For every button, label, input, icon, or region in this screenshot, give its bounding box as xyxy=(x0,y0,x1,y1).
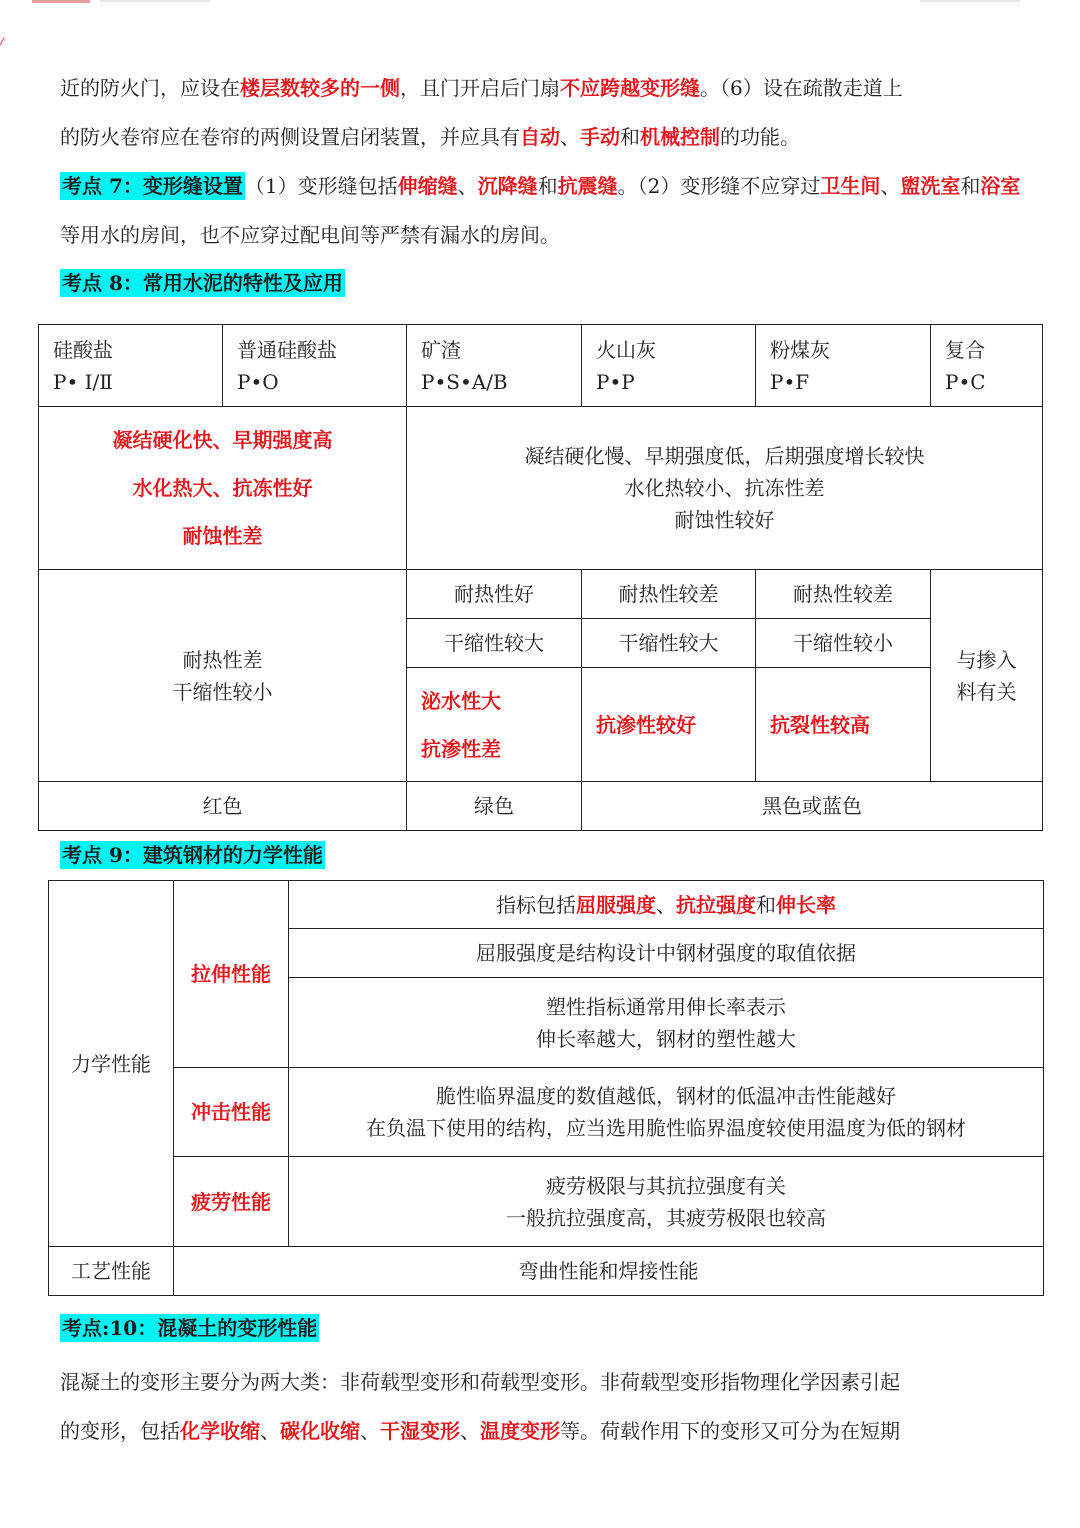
header-portland xyxy=(39,325,223,407)
composite-note xyxy=(931,570,1043,782)
highlight-text: 沉降缝 xyxy=(477,174,538,198)
property-line: 干缩性较小 xyxy=(172,679,273,704)
text: 、 xyxy=(457,174,478,198)
point-8-heading xyxy=(60,268,345,298)
top-mark-right xyxy=(920,0,1020,2)
text: 、 xyxy=(260,1419,280,1443)
yield-strength-basis: 屈服强度是结构设计中钢材强度的取值依据 xyxy=(289,929,1044,978)
cement-code: P•S•A/B xyxy=(421,369,508,394)
cement-code: P• Ⅰ/Ⅱ xyxy=(53,369,113,394)
highlight-text: 盥洗室 xyxy=(900,174,961,198)
property-line: 耐蚀性差 xyxy=(182,524,263,548)
cement-name: 复合 xyxy=(945,337,985,362)
highlight-text: 化学收缩 xyxy=(180,1419,260,1443)
property-line: 抗渗性差 xyxy=(421,736,501,761)
text: 、 xyxy=(656,892,676,917)
section-heading: 考点 9：建筑钢材的力学性能 xyxy=(62,843,323,867)
cement-name: 矿渣 xyxy=(421,337,461,362)
highlight-text: 卫生间 xyxy=(820,174,881,198)
text: 、 xyxy=(560,125,580,149)
text: 的变形，包括 xyxy=(60,1419,180,1443)
highlight-text: 楼层数较多的一侧 xyxy=(240,76,400,100)
text-line: 疲劳极限与其抗拉强度有关 xyxy=(546,1173,786,1198)
cement-name: 粉煤灰 xyxy=(770,337,830,362)
cement-code: P•F xyxy=(770,369,810,394)
highlight-text: 不应跨越变形缝 xyxy=(560,76,700,100)
steel-table xyxy=(48,880,1044,1296)
text: 近的防火门，应设在 xyxy=(60,76,240,100)
point-7-paragraph xyxy=(60,162,1040,260)
fly-ash-heat: 耐热性较差 xyxy=(756,570,931,619)
text-line: 伸长率越大，钢材的塑性越大 xyxy=(536,1026,796,1051)
highlight-text: 温度变形 xyxy=(480,1419,560,1443)
property-line: 水化热较小、抗冻性差 xyxy=(624,476,825,500)
text-line: 一般抗拉强度高，其疲劳极限也较高 xyxy=(506,1205,826,1230)
text: 、 xyxy=(360,1419,380,1443)
fatigue-description xyxy=(289,1157,1044,1247)
header-composite xyxy=(931,325,1043,407)
mechanical-properties: 力学性能 xyxy=(49,881,174,1247)
process-properties: 工艺性能 xyxy=(49,1247,174,1296)
property-line: 凝结硬化慢、早期强度低，后期强度增长较快 xyxy=(524,444,925,468)
text-line: 塑性指标通常用伸长率表示 xyxy=(546,994,786,1019)
property-line: 泌水性大 xyxy=(421,688,501,713)
text: 混凝土的变形主要分为两大类：非荷载型变形和荷载型变形。非荷载型变形指物理化学因素引起 xyxy=(60,1370,900,1394)
impact-properties: 冲击性能 xyxy=(174,1068,289,1157)
property-line: 耐热性差 xyxy=(182,647,263,672)
header-ordinary xyxy=(223,325,407,407)
point-10-heading xyxy=(60,1313,319,1343)
tensile-indicators xyxy=(289,881,1044,929)
highlight-text: 碳化收缩 xyxy=(280,1419,360,1443)
pozzolana-shrink: 干缩性较大 xyxy=(582,619,756,668)
text: 等用水的房间，也不应穿过配电间等严禁有漏水的房间。 xyxy=(60,223,560,247)
text: 和 xyxy=(537,174,558,198)
pozzolana-heat: 耐热性较差 xyxy=(582,570,756,619)
highlight-text: 手动 xyxy=(580,125,620,149)
text-line: 脆性临界温度的数值越低，钢材的低温冲击性能越好 xyxy=(436,1084,896,1108)
highlight-text: 机械控制 xyxy=(640,125,720,149)
cement-name: 普通硅酸盐 xyxy=(237,337,337,362)
portland-heat-shrink xyxy=(39,570,407,782)
section-heading: 考点 7：变形缝设置 xyxy=(62,174,243,198)
property-line: 耐蚀性较好 xyxy=(674,508,775,532)
highlight-text: 伸长率 xyxy=(776,892,836,917)
property-line: 水化热大、抗冻性好 xyxy=(132,476,313,500)
text: 。（6）设在疏散走道上 xyxy=(700,76,903,100)
highlight-text: 浴室 xyxy=(980,174,1021,198)
color-green: 绿色 xyxy=(407,782,582,831)
tensile-properties: 拉伸性能 xyxy=(174,881,289,1068)
section-heading: 考点 8：常用水泥的特性及应用 xyxy=(62,271,343,295)
text: 、 xyxy=(460,1419,480,1443)
color-red: 红色 xyxy=(39,782,407,831)
slag-special xyxy=(407,668,582,782)
cement-code: P•C xyxy=(945,369,986,394)
cement-code: P•P xyxy=(596,369,635,394)
fly-ash-shrink: 干缩性较小 xyxy=(756,619,931,668)
header-fly-ash xyxy=(756,325,931,407)
highlight-text: 抗震缝 xyxy=(557,174,618,198)
highlight-text: 抗拉强度 xyxy=(676,892,756,917)
point-9-heading xyxy=(60,840,325,870)
text: 和 xyxy=(620,125,640,149)
slag-shrink: 干缩性较大 xyxy=(407,619,582,668)
cement-name: 火山灰 xyxy=(596,337,656,362)
concrete-deformation-paragraph xyxy=(60,1358,1040,1456)
section-heading: 考点:10：混凝土的变形性能 xyxy=(62,1316,318,1340)
text: 等。荷载作用下的变形又可分为在短期 xyxy=(560,1419,900,1443)
text: 和 xyxy=(960,174,981,198)
side-edge-mark: ⁄ xyxy=(0,36,3,52)
top-mark-left xyxy=(32,0,90,3)
text: ，且门开启后门扇 xyxy=(400,76,560,100)
highlight-text: 干湿变形 xyxy=(380,1419,460,1443)
pozzolana-special: 抗渗性较好 xyxy=(582,668,756,782)
note-line: 与掺入 xyxy=(956,647,1017,672)
text: 。（2）变形缝不应穿过 xyxy=(617,174,821,198)
header-slag xyxy=(407,325,582,407)
slag-heat: 耐热性好 xyxy=(407,570,582,619)
text: （1）变形缝包括 xyxy=(244,174,398,198)
blended-properties xyxy=(407,407,1043,570)
process-description: 弯曲性能和焊接性能 xyxy=(174,1247,1044,1296)
plasticity-index xyxy=(289,978,1044,1068)
color-black-blue: 黑色或蓝色 xyxy=(582,782,1043,831)
fly-ash-special: 抗裂性较高 xyxy=(756,668,931,782)
portland-properties xyxy=(39,407,407,570)
cement-table xyxy=(38,324,1043,831)
property-line: 凝结硬化快、早期强度高 xyxy=(112,428,333,452)
cement-name: 硅酸盐 xyxy=(53,337,113,362)
text: 、 xyxy=(880,174,901,198)
top-mark-mid xyxy=(100,0,210,2)
fatigue-properties: 疲劳性能 xyxy=(174,1157,289,1247)
fire-door-paragraph xyxy=(60,64,1040,162)
text: 的防火卷帘应在卷帘的两侧设置启闭装置，并应具有 xyxy=(60,125,520,149)
text-line: 在负温下使用的结构，应当选用脆性临界温度较使用温度为低的钢材 xyxy=(366,1116,966,1140)
highlight-text: 自动 xyxy=(520,125,560,149)
top-edge-marks xyxy=(0,0,1080,6)
note-line: 料有关 xyxy=(956,679,1017,704)
highlight-text: 伸缩缝 xyxy=(397,174,458,198)
header-pozzolana xyxy=(582,325,756,407)
text: 的功能。 xyxy=(720,125,800,149)
text: 和 xyxy=(756,892,776,917)
cement-code: P•O xyxy=(237,369,279,394)
text: 指标包括 xyxy=(496,892,576,917)
impact-description xyxy=(289,1068,1044,1157)
highlight-text: 屈服强度 xyxy=(576,892,656,917)
